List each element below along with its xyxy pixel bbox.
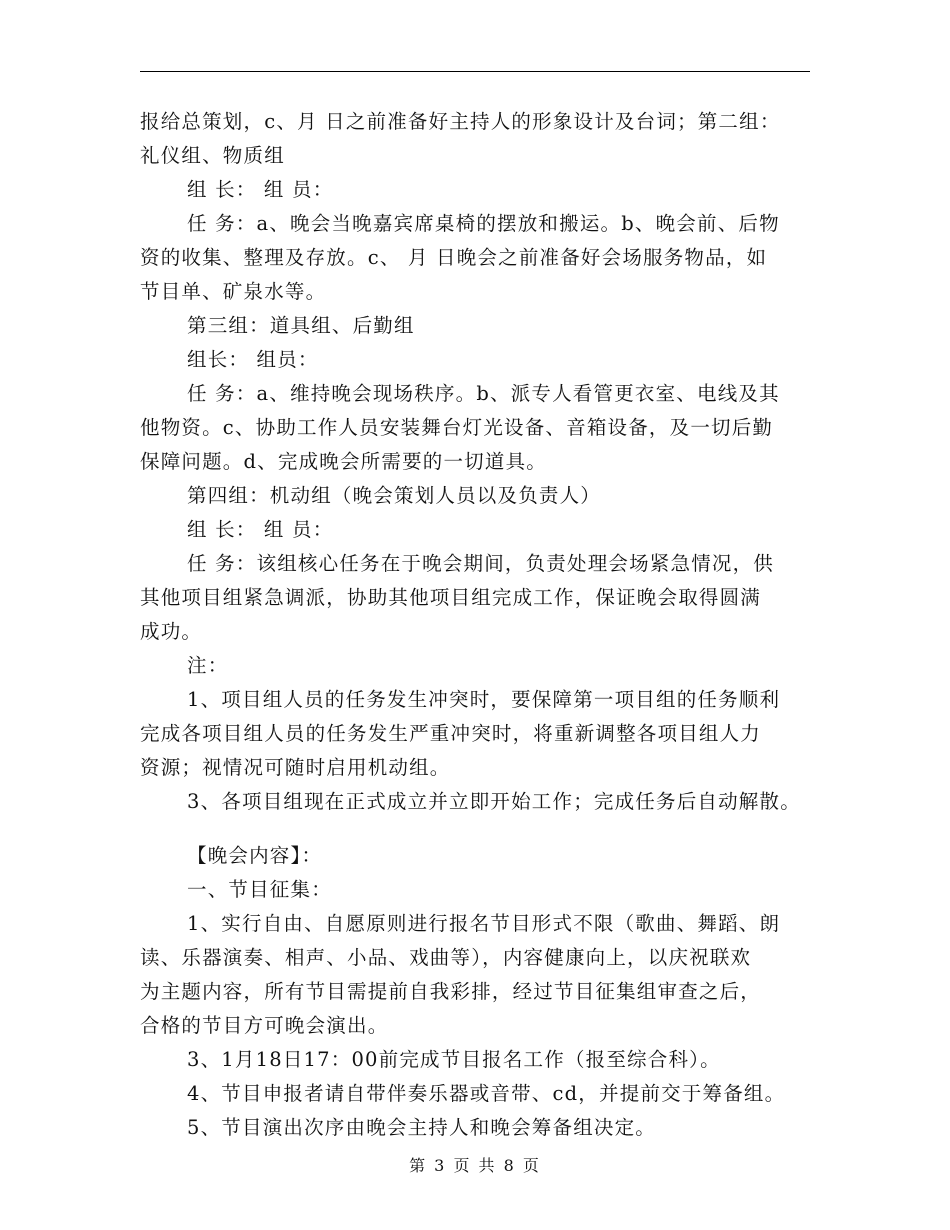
paragraph-line: 一、节目征集： [187,878,332,901]
paragraph-line: 任 务：该组核心任务在于晚会期间，负责处理会场紧急情况，供 [187,552,774,575]
paragraph-line: 3、1月18日17：00前完成节目报名工作（报至综合科）。 [187,1048,721,1071]
paragraph-line: 他物资。c、协助工作人员安装舞台灯光设备、音箱设备，及一切后勤 [140,416,774,439]
document-body [140,105,840,1145]
paragraph-line: 【晚会内容】： [187,844,323,867]
paragraph-line: 1、项目组人员的任务发生冲突时，要保障第一项目组的任务顺利 [187,688,781,711]
paragraph-line: 报给总策划，c、月 日之前准备好主持人的形象设计及台词；第二组： [140,110,781,133]
paragraph-line: 资的收集、整理及存放。c、 月 日晚会之前准备好会场服务物品，如 [140,246,768,269]
paragraph-line: 3、各项目组现在正式成立并立即开始工作；完成任务后自动解散。 [187,790,801,813]
paragraph-line: 为主题内容，所有节目需提前自我彩排，经过节目征集组审查之后， [140,980,762,1003]
paragraph-line: 组 长： 组 员： [187,518,334,541]
paragraph-line: 任 务：a、晚会当晚嘉宾席桌椅的摆放和搬运。b、晚会前、后物 [187,212,780,235]
paragraph-line: 合格的节目方可晚会演出。 [140,1014,389,1037]
paragraph-line: 第三组：道具组、后勤组 [187,314,415,337]
paragraph-line: 组 长： 组 员： [187,178,334,201]
paragraph-line: 第四组：机动组（晚会策划人员以及负责人） [187,484,602,507]
paragraph-line: 读、乐器演奏、相声、小品、戏曲等），内容健康向上，以庆祝联欢 [140,946,752,969]
paragraph-line: 成功。 [140,620,203,643]
paragraph-line: 任 务：a、维持晚会现场秩序。b、派专人看管更衣室、电线及其 [187,382,780,405]
paragraph-line: 其他项目组紧急调派，协助其他项目组完成工作，保证晚会取得圆满 [140,586,762,609]
paragraph-line: 1、实行自由、自愿原则进行报名节目形式不限（歌曲、舞蹈、朗 [187,912,781,935]
paragraph-line: 5、节目演出次序由晚会主持人和晚会筹备组决定。 [187,1116,657,1139]
paragraph-line: 组长： 组员： [187,348,319,371]
page-footer: 第 3 页 共 8 页 [409,1156,541,1175]
header-rule [140,71,810,72]
paragraph-line: 完成各项目组人员的任务发生严重冲突时，将重新调整各项目组人力 [140,722,762,745]
paragraph-line: 节目单、矿泉水等。 [140,280,327,303]
paragraph-line: 保障问题。d、完成晚会所需要的一切道具。 [140,450,547,473]
paragraph-line: 礼仪组、物质组 [140,144,285,167]
blank-spacer [140,819,840,839]
paragraph-line: 注： [187,654,229,677]
paragraph-line: 资源；视情况可随时启用机动组。 [140,756,451,779]
paragraph-line: 4、节目申报者请自带伴奏乐器或音带、cd，并提前交于筹备组。 [187,1082,786,1105]
